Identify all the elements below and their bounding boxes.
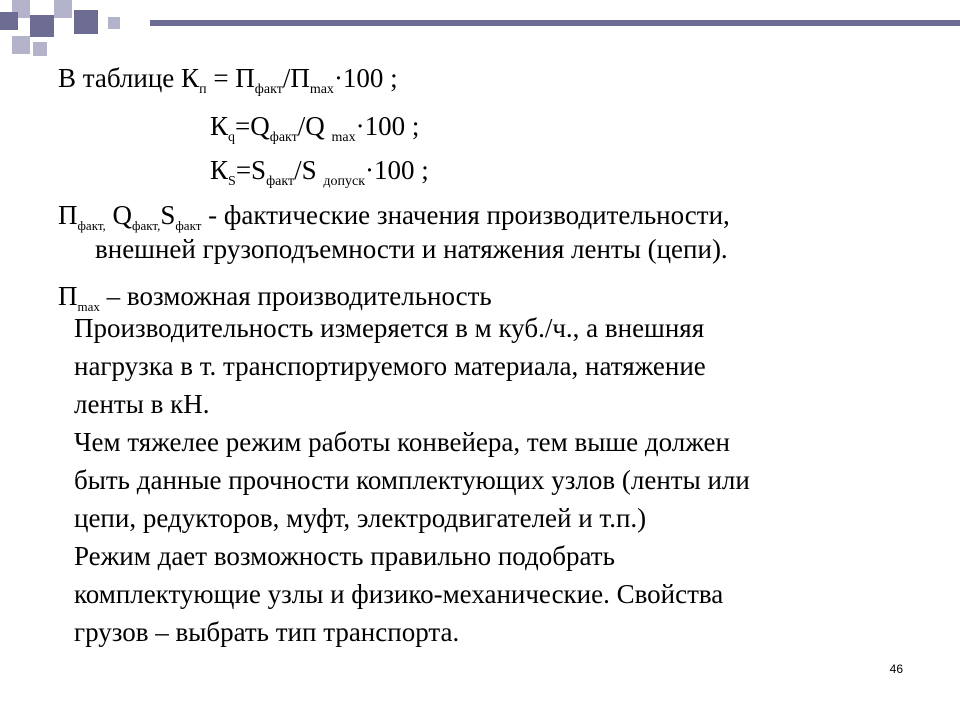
paragraph-line: грузов – выбрать тип транспорта. <box>74 617 460 647</box>
formula-k-q: $К_q=Q_{факт}/Q$ $_{max}$·100 ; <box>210 111 420 145</box>
paragraph-line: ленты в кН. <box>74 389 210 419</box>
paragraph-line: Чем тяжелее режим работы конвейера, тем выше должен <box>74 427 730 457</box>
definition-fact-line-2: внешней грузоподъемности и натяжения ленты (цепи). <box>95 234 728 264</box>
paragraph-line: Производительность измеряется в м куб./ч., а внешняя <box>74 313 705 343</box>
page-number: 46 <box>889 662 903 676</box>
paragraph-line: быть данные прочности комплектующих узлов (ленты или <box>74 465 750 495</box>
definition-fact-line-1: $П_{факт,}$ $Q_{факт,}S_{факт}$ - фактические значения производительности, <box>58 200 730 233</box>
paragraph-line: комплектующие узлы и физико-механические. Свойства <box>74 579 724 609</box>
paragraph-units <box>74 309 706 423</box>
formula-k-s: $К_S=S_{факт}/S$ $_{допуск}$·100 ; <box>210 155 429 189</box>
paragraph-line: цепи, редукторов, муфт, электродвигателей и т.п.) <box>74 503 647 533</box>
header-band <box>150 20 960 26</box>
paragraph-line: нагрузка в т. транспортируемого материала, натяжение <box>74 351 706 381</box>
definition-max: $П_{max}$ – возможная производительность <box>58 281 492 314</box>
formula-k-p: В таблице $К_п = П_{факт}/П_{max}\cdot 100$ ; <box>58 63 398 97</box>
paragraph-mode-selection <box>74 537 723 651</box>
paragraph-line: Режим дает возможность правильно подобрать <box>74 541 615 571</box>
paragraph-mode-strength <box>74 423 750 537</box>
